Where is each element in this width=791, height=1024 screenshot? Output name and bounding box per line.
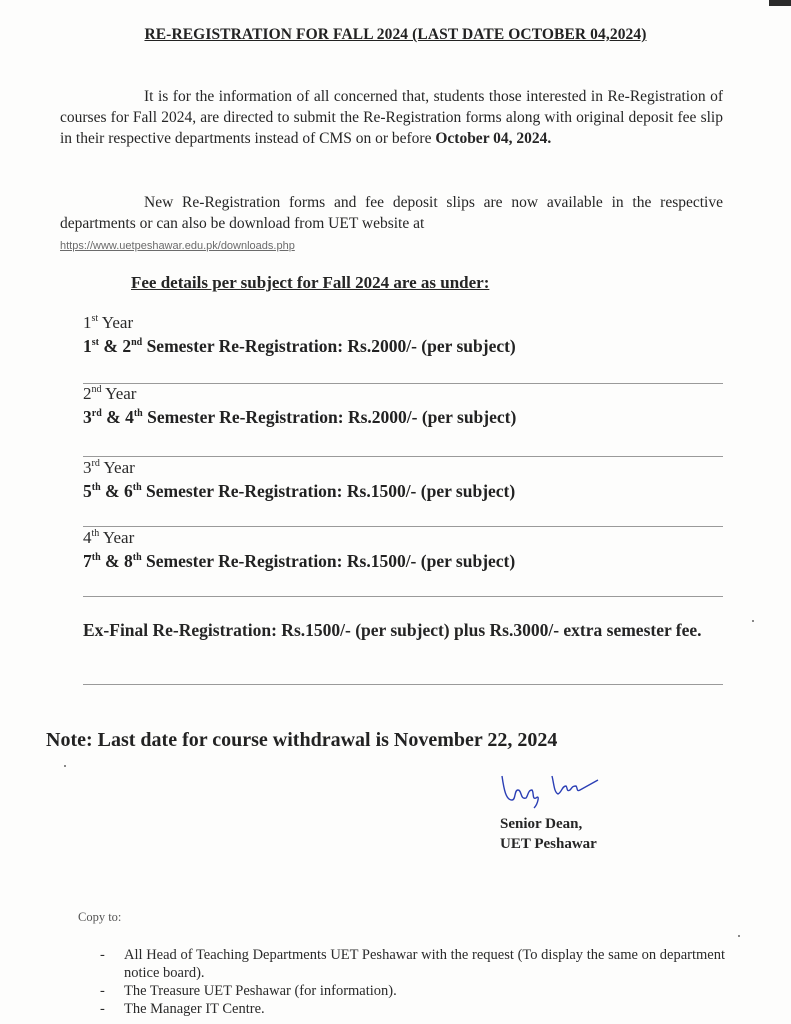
fee-item-year-3 xyxy=(83,457,723,503)
withdrawal-note: Note: Last date for course withdrawal is November 22, 2024 xyxy=(46,729,558,751)
copy-to-item: - The Treasure UET Peshawar (for information). xyxy=(100,983,397,999)
notice-title: RE-REGISTRATION FOR FALL 2024 (LAST DATE OCTOBER 04,2024) xyxy=(144,26,647,43)
fee-details-heading: Fee details per subject for Fall 2024 are as under: xyxy=(131,273,490,292)
fee-item-year-4 xyxy=(83,527,723,573)
semester-fee-line: 5th & 6th Semester Re-Registration: Rs.1500/- (per subject) xyxy=(83,481,516,501)
scan-edge xyxy=(769,0,791,6)
scan-speck xyxy=(738,935,740,937)
copy-to-list xyxy=(100,946,725,1018)
year-label: 4th Year xyxy=(83,528,135,547)
signatory-org: UET Peshawar xyxy=(500,836,597,852)
signatory-block xyxy=(500,814,597,854)
semester-fee-line: 1st & 2nd Semester Re-Registration: Rs.2000/- (per subject) xyxy=(83,336,516,356)
copy-to-item: - All Head of Teaching Departments UET Peshawar with the request (To display the same on department notice board). xyxy=(100,947,725,981)
signature-icon xyxy=(500,770,620,810)
copy-to-item: - The Manager IT Centre. xyxy=(100,1001,265,1017)
year-label: 2nd Year xyxy=(83,384,137,403)
year-label: 3rd Year xyxy=(83,458,135,477)
semester-fee-line: 3rd & 4th Semester Re-Registration: Rs.2000/- (per subject) xyxy=(83,407,517,427)
info-paragraph-text: It is for the information of all concerned that, students those interested in Re-Registration of courses for Fall 2024, are directed to submit the Re-Registration forms along with original deposit fee slip in their respective departments instead of CMS on or before xyxy=(60,88,723,147)
copy-to-label: Copy to: xyxy=(78,910,122,924)
semester-fee-line: 7th & 8th Semester Re-Registration: Rs.1500/- (per subject) xyxy=(83,551,516,571)
year-label: 1st Year xyxy=(83,313,134,332)
info-paragraph xyxy=(60,86,723,149)
scan-speck xyxy=(64,765,66,767)
divider xyxy=(83,596,723,597)
fee-item-year-2 xyxy=(83,383,723,429)
downloads-link[interactable]: https://www.uetpeshawar.edu.pk/downloads.php xyxy=(60,240,295,252)
deadline-date: October 04, 2024. xyxy=(435,130,552,147)
divider xyxy=(83,684,723,685)
download-paragraph xyxy=(60,192,723,257)
fee-item-year-1 xyxy=(83,312,723,358)
ex-final-fee: Ex-Final Re-Registration: Rs.1500/- (per subject) plus Rs.3000/- extra semester fee. xyxy=(83,620,702,640)
download-paragraph-text: New Re-Registration forms and fee deposit slips are now available in the respective departments or can also be download from UET website at xyxy=(60,194,723,232)
scan-speck xyxy=(752,620,754,622)
signatory-title: Senior Dean, xyxy=(500,816,583,832)
